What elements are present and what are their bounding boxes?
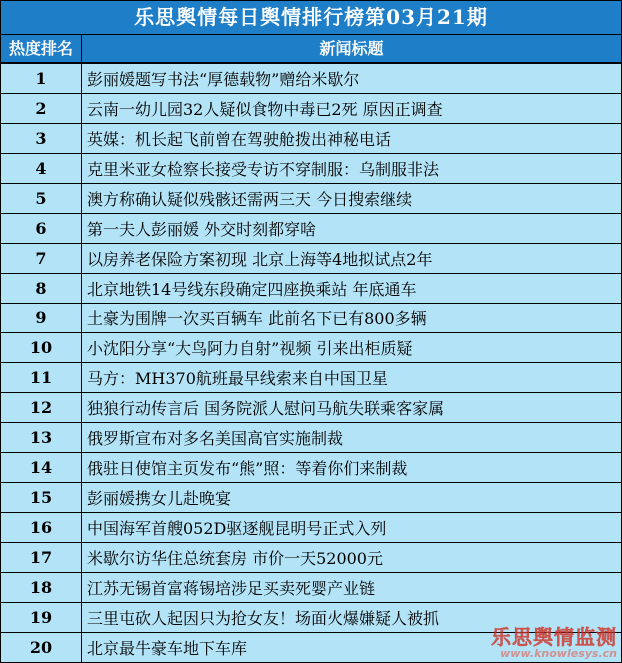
table-row	[1, 153, 621, 183]
rank-cell: 17	[1, 543, 81, 572]
rank-cell: 7	[1, 244, 81, 273]
table-row	[1, 512, 621, 542]
table-row	[1, 273, 621, 303]
rank-cell: 3	[1, 124, 81, 153]
rank-cell: 2	[1, 94, 81, 123]
headline-link[interactable]: 中国海军首艘052D驱逐舰昆明号正式入列	[82, 513, 621, 542]
table-row	[1, 303, 621, 333]
rank-cell: 20	[1, 633, 81, 662]
rank-cell: 13	[1, 423, 81, 452]
headline-link[interactable]: 北京地铁14号线东段确定四座换乘站 年底通车	[82, 274, 621, 303]
headline-link[interactable]: 小沈阳分享“大鸟阿力自射”视频 引来出柜质疑	[82, 333, 621, 362]
headline-link[interactable]: 俄驻日使馆主页发布“熊”照：等着你们来制裁	[82, 453, 621, 482]
headline-link[interactable]: 克里米亚女检察长接受专访不穿制服：乌制服非法	[82, 154, 621, 183]
headline-link[interactable]: 江苏无锡首富蒋锡培涉足买卖死婴产业链	[82, 573, 621, 602]
headline-link[interactable]: 土豪为围牌一次买百辆车 此前名下已有800多辆	[82, 304, 621, 333]
table-row	[1, 452, 621, 482]
headline-link[interactable]: 澳方称确认疑似残骸还需两三天 今日搜索继续	[82, 184, 621, 213]
table-row	[1, 482, 621, 512]
rank-cell: 11	[1, 363, 81, 392]
table-row	[1, 542, 621, 572]
rank-cell: 14	[1, 453, 81, 482]
table-body	[1, 63, 621, 662]
column-header-headline: 新闻标题	[82, 35, 621, 62]
page-title: 乐思舆情每日舆情排行榜第03月21期	[1, 1, 621, 34]
table-row	[1, 123, 621, 153]
headline-link[interactable]: 彭丽媛携女儿赴晚宴	[82, 483, 621, 512]
rank-cell: 16	[1, 513, 81, 542]
headline-link[interactable]: 米歇尔访华住总统套房 市价一天52000元	[82, 543, 621, 572]
headline-link[interactable]: 彭丽媛题写书法“厚德载物”赠给米歇尔	[82, 64, 621, 93]
table-row	[1, 632, 621, 662]
rank-cell: 18	[1, 573, 81, 602]
table-header	[1, 35, 621, 62]
rank-cell: 1	[1, 64, 81, 93]
rank-cell: 19	[1, 603, 81, 632]
headline-link[interactable]: 云南一幼儿园32人疑似食物中毒已2死 原因正调查	[82, 94, 621, 123]
table-row	[1, 422, 621, 452]
headline-link[interactable]: 第一夫人彭丽媛 外交时刻都穿啥	[82, 214, 621, 243]
table-row	[1, 362, 621, 392]
headline-link[interactable]: 北京最牛豪车地下车库	[82, 633, 621, 662]
table-row	[1, 572, 621, 602]
watermark-name: 乐思舆情监测	[491, 625, 617, 649]
rank-cell: 15	[1, 483, 81, 512]
rank-cell: 10	[1, 333, 81, 362]
table-row	[1, 213, 621, 243]
table-row	[1, 392, 621, 422]
table-row	[1, 63, 621, 93]
rank-cell: 9	[1, 304, 81, 333]
table-row	[1, 183, 621, 213]
rank-cell: 6	[1, 214, 81, 243]
headline-link[interactable]: 马方：MH370航班最早线索来自中国卫星	[82, 363, 621, 392]
headline-link[interactable]: 三里屯砍人起因只为抢女友！场面火爆嫌疑人被抓	[82, 603, 621, 632]
table-row	[1, 93, 621, 123]
rank-cell: 8	[1, 274, 81, 303]
headline-link[interactable]: 以房养老保险方案初现 北京上海等4地拟试点2年	[82, 244, 621, 273]
headline-link[interactable]: 英媒：机长起飞前曾在驾驶舱拨出神秘电话	[82, 124, 621, 153]
table-row	[1, 332, 621, 362]
table-row	[1, 243, 621, 273]
rank-cell: 5	[1, 184, 81, 213]
rank-cell: 12	[1, 393, 81, 422]
rank-cell: 4	[1, 154, 81, 183]
table-row	[1, 602, 621, 632]
headline-link[interactable]: 俄罗斯宣布对多名美国高官实施制裁	[82, 423, 621, 452]
column-header-rank: 热度排名	[1, 35, 81, 62]
watermark-url: www.knowlesys.cn	[500, 647, 617, 660]
headline-link[interactable]: 独狼行动传言后 国务院派人慰问马航失联乘客家属	[82, 393, 621, 422]
